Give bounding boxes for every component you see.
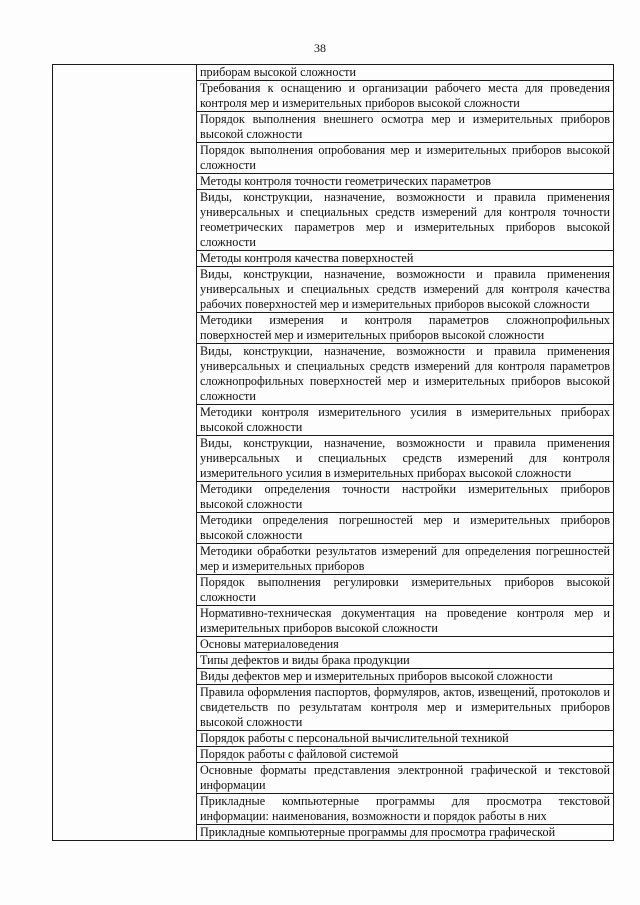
table-cell: Методики обработки результатов измерений для определения погрешностей мер и измерительных приборов xyxy=(197,544,614,575)
table-cell: Виды, конструкции, назначение, возможности и правила применения универсальных и специальных средств измерений для контроля измерительного усилия в измерительных приборах высокой сложности xyxy=(197,436,614,482)
table-cell: Порядок работы с файловой системой xyxy=(197,747,614,763)
table-cell: Основы материаловедения xyxy=(197,637,614,653)
table-cell: Методики определения точности настройки измерительных приборов высокой сложности xyxy=(197,482,614,513)
table-cell: Правила оформления паспортов, формуляров, актов, извещений, протоколов и свидетельств по результатам контроля мер и измерительных приборов высокой сложности xyxy=(197,685,614,731)
table-cell: Методики контроля измерительного усилия в измерительных приборах высокой сложности xyxy=(197,405,614,436)
left-column-cell xyxy=(53,65,197,841)
page-number: 38 xyxy=(314,41,326,55)
table-cell: Методы контроля качества поверхностей xyxy=(197,251,614,267)
table-cell: Виды дефектов мер и измерительных приборов высокой сложности xyxy=(197,669,614,685)
table-cell: Порядок выполнения опробования мер и измерительных приборов высокой сложности xyxy=(197,143,614,174)
knowledge-requirements-table xyxy=(52,64,614,841)
table-cell: Прикладные компьютерные программы для просмотра графической xyxy=(197,825,614,841)
table-cell: Основные форматы представления электронной графической и текстовой информации xyxy=(197,763,614,794)
table-cell: Виды, конструкции, назначение, возможности и правила применения универсальных и специальных средств измерений для контроля качества рабочих поверхностей мер и измерительных приборов высокой сложности xyxy=(197,267,614,313)
table-cell: Типы дефектов и виды брака продукции xyxy=(197,653,614,669)
table-cell: Порядок выполнения внешнего осмотра мер и измерительных приборов высокой сложности xyxy=(197,112,614,143)
table-cell: Методики измерения и контроля параметров сложнопрофильных поверхностей мер и измерительных приборов высокой сложности xyxy=(197,313,614,344)
table-row xyxy=(53,65,614,81)
table-cell: Виды, конструкции, назначение, возможности и правила применения универсальных и специальных средств измерений для контроля точности геометрических параметров мер и измерительных приборов высокой сложности xyxy=(197,190,614,251)
table-cell: Виды, конструкции, назначение, возможности и правила применения универсальных и специальных средств измерений для контроля параметров сложнопрофильных поверхностей мер и измерительных приборов высокой сложности xyxy=(197,344,614,405)
table-cell: Нормативно-техническая документация на проведение контроля мер и измерительных приборов высокой сложности xyxy=(197,606,614,637)
table-cell: Прикладные компьютерные программы для просмотра текстовой информации: наименования, возможности и порядок работы в них xyxy=(197,794,614,825)
table-cell: Методы контроля точности геометрических параметров xyxy=(197,174,614,190)
table-cell: Требования к оснащению и организации рабочего места для проведения контроля мер и измерительных приборов высокой сложности xyxy=(197,81,614,112)
table-cell: Порядок выполнения регулировки измерительных приборов высокой сложности xyxy=(197,575,614,606)
table-cell: приборам высокой сложности xyxy=(197,65,614,81)
table-cell: Порядок работы с персональной вычислительной техникой xyxy=(197,731,614,747)
table-cell: Методики определения погрешностей мер и измерительных приборов высокой сложности xyxy=(197,513,614,544)
